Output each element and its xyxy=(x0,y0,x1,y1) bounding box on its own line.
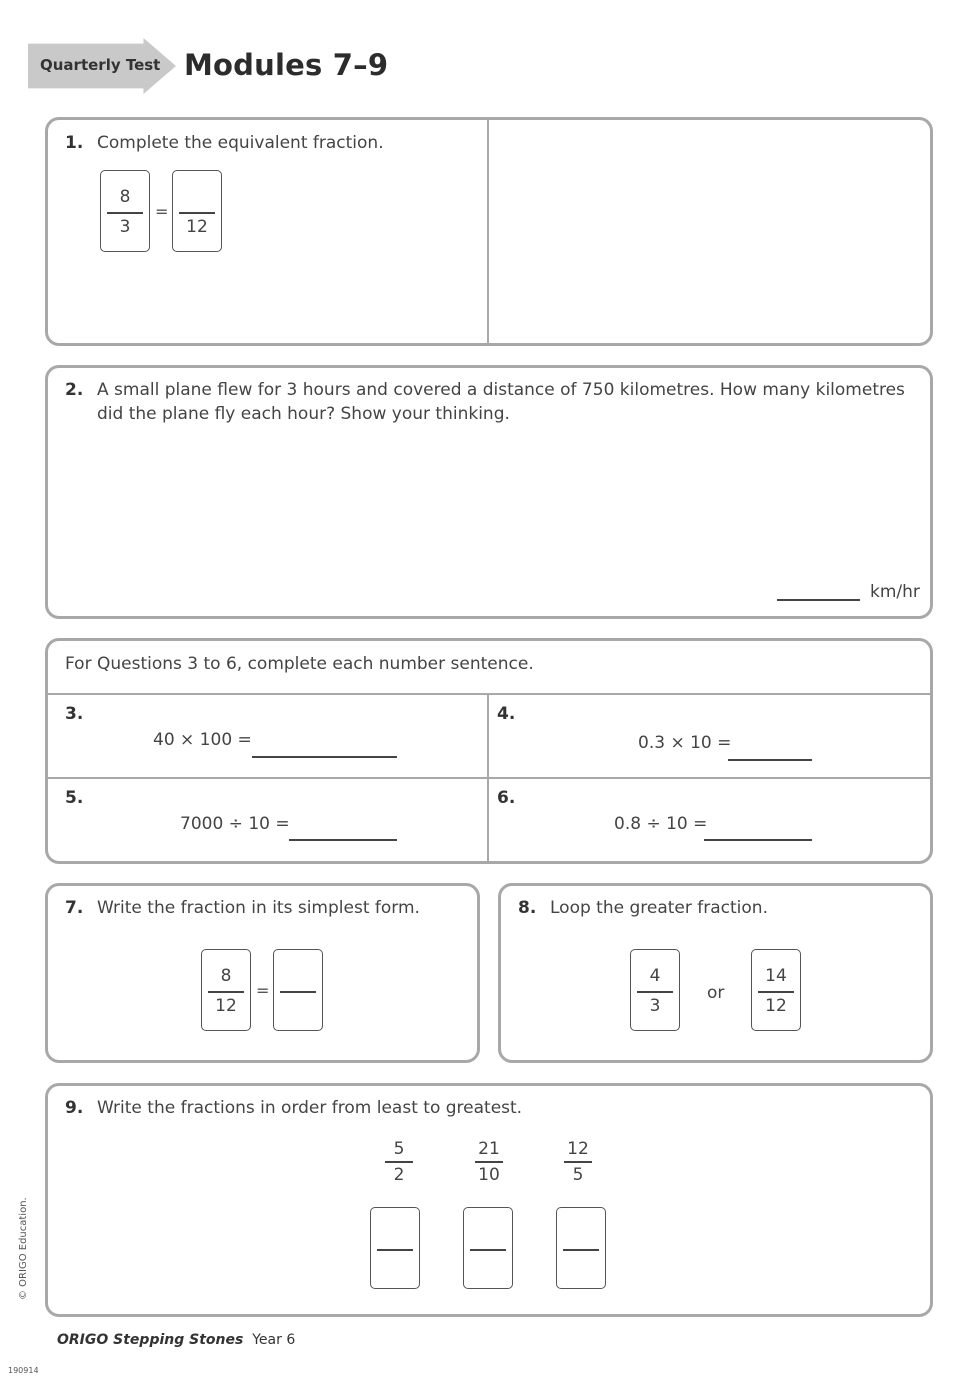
question-1-divider xyxy=(487,120,489,343)
q9-answer-box-1-bar xyxy=(377,1249,413,1251)
question-5-number: 5. xyxy=(65,788,84,808)
q1-answer-denominator: 12 xyxy=(186,217,208,237)
q9-fraction-1 xyxy=(379,1139,419,1185)
q7-denominator: 12 xyxy=(215,996,237,1016)
q2-answer-line[interactable] xyxy=(777,599,860,601)
q8-b-denominator: 12 xyxy=(765,996,787,1016)
grid-divider-middle xyxy=(48,777,930,779)
page-title: Modules 7–9 xyxy=(184,48,389,82)
question-7-number: 7. xyxy=(65,898,84,918)
question-5-sentence: 7000 ÷ 10 = xyxy=(180,814,290,834)
question-6-number: 6. xyxy=(497,788,516,808)
q9-fraction-1-denominator: 2 xyxy=(393,1164,405,1185)
q7-fraction-answer[interactable] xyxy=(273,949,323,1031)
q8-b-bar xyxy=(758,991,794,993)
q9-fraction-2-numerator: 21 xyxy=(478,1139,500,1159)
question-1-text: Complete the equivalent fraction. xyxy=(97,133,384,153)
question-2-text-line2: did the plane fly each hour? Show your thinking. xyxy=(97,404,510,424)
q9-fraction-1-bar xyxy=(385,1161,413,1163)
q8-b-numerator: 14 xyxy=(765,966,787,986)
question-9-text: Write the fractions in order from least to greatest. xyxy=(97,1098,523,1118)
q9-fraction-3-bar xyxy=(564,1161,592,1163)
header-tag-label: Quarterly Test xyxy=(40,56,161,74)
question-6-sentence: 0.8 ÷ 10 = xyxy=(614,814,708,834)
q8-a-denominator: 3 xyxy=(649,996,661,1016)
q9-answer-box-2-bar xyxy=(470,1249,506,1251)
q9-answer-box-1[interactable] xyxy=(370,1207,420,1289)
question-3-sentence: 40 × 100 = xyxy=(153,730,252,750)
q9-answer-box-3-bar xyxy=(563,1249,599,1251)
q2-unit-label: km/hr xyxy=(870,582,920,602)
q4-answer-line[interactable] xyxy=(728,759,812,761)
q5-answer-line[interactable] xyxy=(289,839,397,841)
q9-fraction-2-denominator: 10 xyxy=(478,1164,500,1185)
grid-divider-vertical xyxy=(487,694,489,861)
q7-numerator: 8 xyxy=(220,966,232,986)
footer-brand: ORIGO Stepping Stones xyxy=(57,1332,244,1348)
q6-answer-line[interactable] xyxy=(704,839,812,841)
q7-answer-bar xyxy=(280,991,316,993)
q8-a-bar xyxy=(637,991,673,993)
footer-year: Year 6 xyxy=(252,1332,296,1348)
document-code: 190914 xyxy=(8,1366,39,1375)
q3-answer-line[interactable] xyxy=(252,756,397,758)
q1-answer-bar xyxy=(179,212,215,214)
question-1-number: 1. xyxy=(65,133,84,153)
q7-equals: = xyxy=(256,981,270,1000)
question-2-text-line1: A small plane flew for 3 hours and covered a distance of 750 kilometres. How many kilometres xyxy=(97,380,905,400)
q9-fraction-3-numerator: 12 xyxy=(567,1139,589,1159)
q7-fraction-given xyxy=(201,949,251,1031)
q1-numerator: 8 xyxy=(119,187,131,207)
question-8-number: 8. xyxy=(518,898,537,918)
question-3-number: 3. xyxy=(65,704,84,724)
q1-fraction-given xyxy=(100,170,150,252)
q9-fraction-2 xyxy=(469,1139,509,1185)
q9-answer-box-3[interactable] xyxy=(556,1207,606,1289)
footer xyxy=(57,1332,295,1348)
question-4-sentence: 0.3 × 10 = xyxy=(638,733,732,753)
q8-or-label: or xyxy=(707,983,725,1003)
q9-answer-box-2[interactable] xyxy=(463,1207,513,1289)
question-2-number: 2. xyxy=(65,380,84,400)
q1-fraction-bar xyxy=(107,212,143,214)
q8-fraction-a[interactable] xyxy=(630,949,680,1031)
q9-fraction-3-denominator: 5 xyxy=(572,1164,584,1185)
q9-fraction-1-numerator: 5 xyxy=(393,1139,405,1159)
q9-fraction-2-bar xyxy=(475,1161,503,1163)
q7-fraction-bar xyxy=(208,991,244,993)
q8-fraction-b[interactable] xyxy=(751,949,801,1031)
question-8-text: Loop the greater fraction. xyxy=(550,898,768,918)
copyright-notice: © ORIGO Education. xyxy=(18,1197,29,1300)
q1-denominator: 3 xyxy=(119,217,131,237)
question-7-text: Write the fraction in its simplest form. xyxy=(97,898,420,918)
q1-equals: = xyxy=(155,202,169,221)
grid-divider-top xyxy=(48,693,930,695)
q8-a-numerator: 4 xyxy=(649,966,661,986)
q9-fraction-3 xyxy=(558,1139,598,1185)
questions-3-6-instruction: For Questions 3 to 6, complete each number sentence. xyxy=(65,654,534,674)
question-4-number: 4. xyxy=(497,704,516,724)
q1-fraction-answer[interactable] xyxy=(172,170,222,252)
question-9-number: 9. xyxy=(65,1098,84,1118)
